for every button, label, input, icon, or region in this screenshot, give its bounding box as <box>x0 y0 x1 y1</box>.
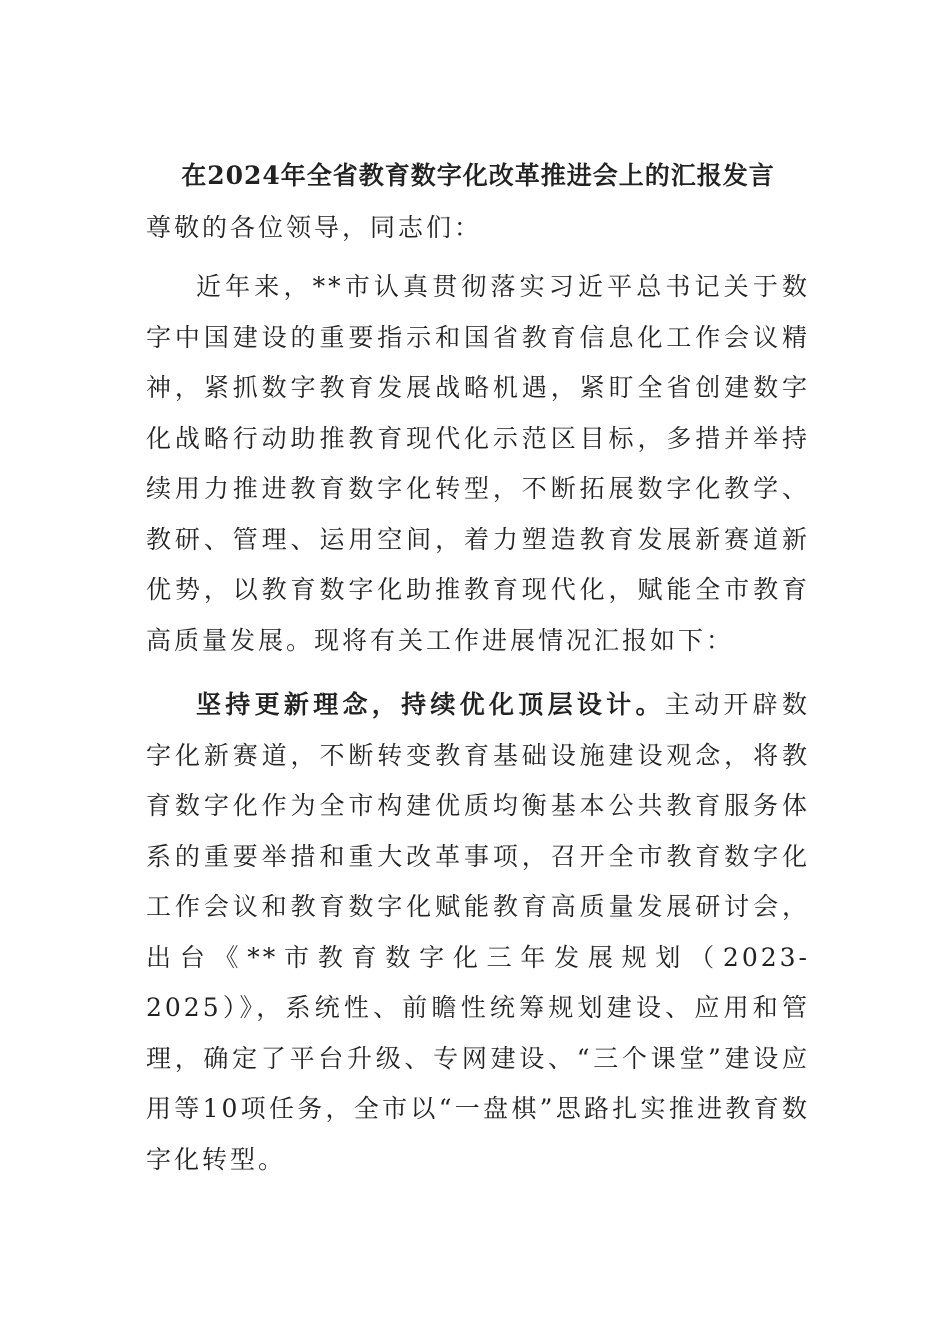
paragraph-intro-text: 近年来，**市认真贯彻落实习近平总书记关于数字中国建设的重要指示和国省教育信息化工作会议精神，紧抓数字教育发展战略机遇，紧盯全省创建数字化战略行动助推教育现代化示范区目标，多措并举持续用力推进教育数字化转型，不断拓展数字化教学、教研、管理、运用空间，着力塑造教育发展新赛道新优势，以教育数字化助推教育现代化，赋能全市教育高质量发展。现将有关工作进展情况汇报如下： <box>146 272 810 655</box>
paragraph-design-heading: 坚持更新理念，持续优化顶层设计。 <box>196 690 665 719</box>
paragraph-design <box>146 680 810 1185</box>
salutation: 尊敬的各位领导，同志们： <box>146 213 483 242</box>
document-title: 在2024年全省教育数字化改革推进会上的汇报发言 <box>181 161 775 190</box>
document-body <box>146 150 810 1185</box>
paragraph-intro <box>146 262 810 666</box>
paragraph-design-text: 主动开辟数字化新赛道，不断转变教育基础设施建设观念，将教育数字化作为全市构建优质均衡基本公共教育服务体系的重要举措和重大改革事项，召开全市教育数字化工作会议和教育数字化赋能教育高质量发展研讨会，出台《**市教育数字化三年发展规划（2023-2025）》，系统性、前瞻性统筹规划建设、应用和管理，确定了平台升级、专网建设、“三个课堂”建设应用等10项任务，全市以“一盘棋”思路扎实推进教育数字化转型。 <box>146 690 810 1174</box>
